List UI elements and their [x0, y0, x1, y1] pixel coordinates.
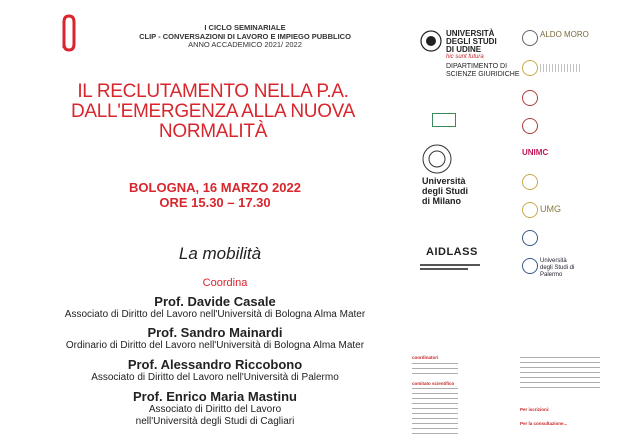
partner-logos: [412, 24, 612, 324]
unimc-logo: UNIMC: [522, 148, 549, 157]
comitato-label: comitato scientifico: [412, 381, 455, 386]
milano-seal-icon: [422, 144, 452, 174]
speaker-role: Ordinario di Diritto del Lavoro nell'Università di Bologna Alma Mater: [65, 340, 365, 351]
academic-year: ANNO ACCADEMICO 2021/ 2022: [188, 40, 302, 50]
roma-seal-icon: [522, 118, 538, 134]
event-datetime: [90, 180, 340, 210]
udine-seal-icon: [420, 30, 442, 52]
speaker-3: [20, 357, 410, 384]
info-label: Per la consultazione...: [520, 421, 568, 426]
event-time: ORE 15.30 – 17.30: [159, 195, 271, 210]
iscrizioni-label: Per iscrizioni:: [520, 407, 550, 412]
coordina-label: Coordina: [202, 277, 248, 289]
umg-logo: UMG: [540, 204, 561, 214]
speaker-4: [20, 389, 410, 428]
lab-logo-icon: [432, 113, 456, 127]
speaker-role: Associato di Diritto del Lavoro nell'Università di Palermo: [91, 372, 339, 383]
napoli-seal-icon: [522, 90, 538, 106]
series-subtitle: CLIP - CONVERSAZIONI DI LAVORO E IMPIEGO PUBBLICO: [139, 31, 351, 41]
aldo-moro-logo: [540, 30, 589, 39]
speaker-name: Prof. Davide Casale: [154, 294, 276, 309]
speaker-name: Prof. Enrico Maria Mastinu: [133, 389, 297, 404]
event-date: BOLOGNA, 16 MARZO 2022: [129, 180, 301, 195]
coordinatori-text-icon: [412, 363, 458, 377]
comitato-text-icon: [412, 388, 458, 434]
udine-line2: DEGLI STUDI: [446, 37, 497, 46]
cassino-seal-icon: [522, 60, 538, 76]
udine-line1: UNIVERSITÀ: [446, 29, 495, 38]
series-header: [95, 24, 395, 50]
aldo-moro-seal-icon: [522, 30, 538, 46]
speaker-role-2: nell'Università degli Studi di Cagliari: [135, 416, 295, 427]
aidlass-logo: AIDLASS: [426, 246, 478, 258]
title-line1: IL RECLUTAMENTO NELLA P.A.: [77, 81, 349, 102]
event-title: [18, 82, 408, 142]
speaker-name: Prof. Sandro Mainardi: [147, 325, 283, 340]
aidlass-caption: [420, 262, 480, 276]
speaker-1: [20, 294, 410, 321]
udine-dept2: SCIENZE GIURIDICHE: [446, 71, 520, 78]
umg-seal-icon: [522, 202, 538, 218]
aldo-moro-text: ALDO MORO: [540, 30, 589, 39]
info-text-icon: [520, 357, 600, 391]
milano-line2: degli Studi: [422, 186, 468, 196]
coordinatori-label: coordinatori: [412, 355, 439, 360]
paperclip-logo-icon: [58, 14, 80, 52]
title-line2: DALL'EMERGENZA ALLA NUOVA NORMALITÀ: [70, 101, 356, 142]
milano-line1: Università: [422, 176, 466, 186]
udine-line3: DI UDINE: [446, 45, 482, 54]
speaker-role: Associato di Diritto del Lavoro: [148, 404, 282, 415]
milano-line3: di Milano: [422, 196, 461, 206]
udine-motto: hic sunt futura: [446, 54, 484, 60]
milano-logo: [422, 176, 468, 206]
speaker-role: Associato di Diritto del Lavoro nell'Università di Bologna Alma Mater: [64, 309, 366, 320]
footer-info: [412, 355, 612, 435]
speaker-name: Prof. Alessandro Riccobono: [127, 357, 303, 372]
foggia-seal-icon: [522, 174, 538, 190]
series-title: I CICLO SEMINARIALE: [204, 23, 286, 32]
palermo-logo: Università degli Studi di Palermo: [540, 258, 575, 278]
palermo-seal-icon: [522, 258, 538, 274]
session-topic: La mobilità: [178, 244, 262, 263]
sannio-seal-icon: [522, 230, 538, 246]
speaker-2: [20, 325, 410, 352]
udine-logo: [446, 30, 520, 79]
udine-dept1: DIPARTIMENTO DI: [446, 63, 508, 70]
cassino-text-icon: [540, 64, 580, 72]
